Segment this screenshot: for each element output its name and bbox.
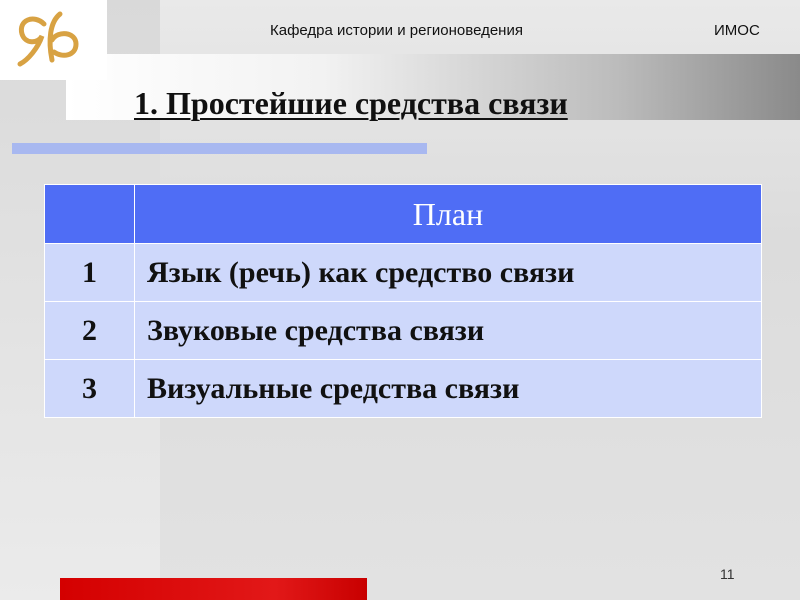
plan-table (44, 184, 762, 418)
accent-bar (12, 143, 427, 154)
org-name: ИМОС (714, 22, 760, 39)
logo (0, 0, 107, 80)
row-text: Язык (речь) как средство связи (135, 244, 762, 302)
row-text: Визуальные средства связи (135, 360, 762, 418)
table-row (45, 244, 762, 302)
table-row (45, 360, 762, 418)
department-name: Кафедра истории и регионоведения (270, 22, 523, 39)
page-number: 11 (720, 566, 735, 582)
table-header-empty-cell (45, 185, 135, 244)
row-number: 3 (45, 360, 135, 418)
table-header-row (45, 185, 762, 244)
footer-red-bar (60, 578, 367, 600)
gb-monogram-logo-icon (14, 10, 86, 70)
row-number: 2 (45, 302, 135, 360)
table-row (45, 302, 762, 360)
page-title: 1. Простейшие средства связи (134, 85, 568, 121)
table-header-plan: План (135, 185, 762, 244)
row-text: Звуковые средства связи (135, 302, 762, 360)
row-number: 1 (45, 244, 135, 302)
